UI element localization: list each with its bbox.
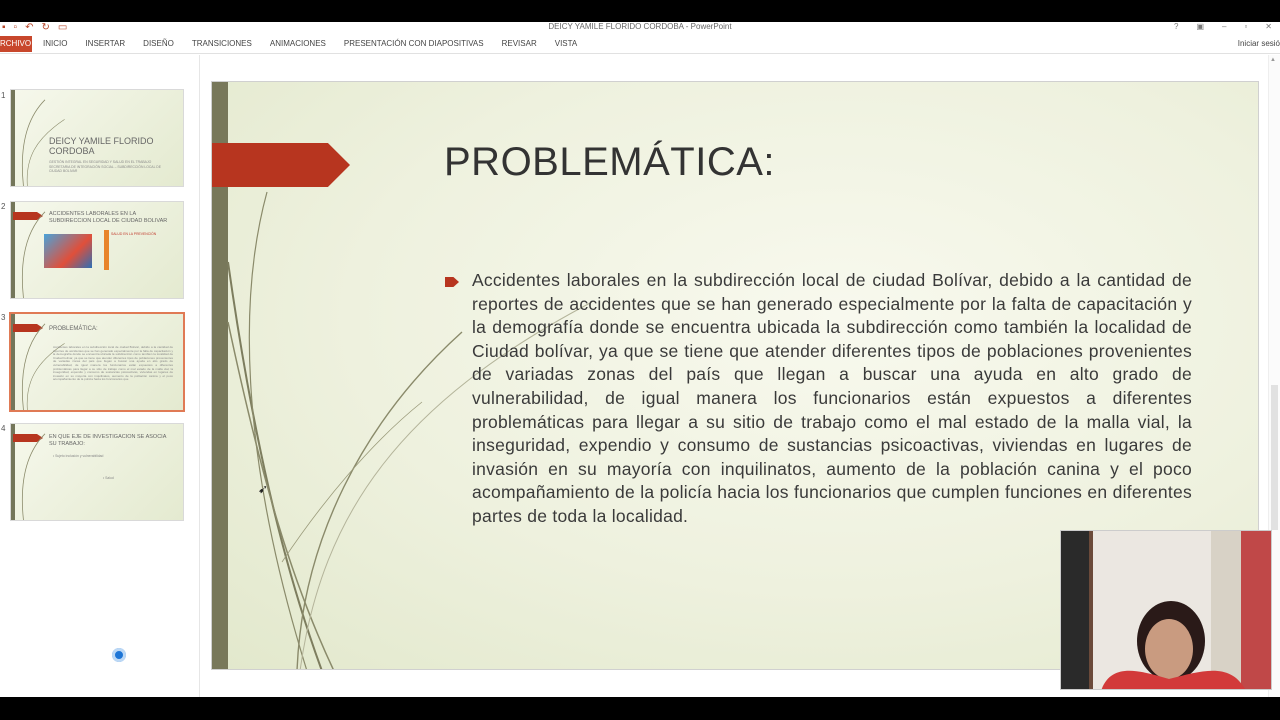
thumbnail-number: 4 [1, 424, 6, 433]
thumbnail-number: 3 [1, 313, 6, 322]
title-arrow-shape [212, 143, 350, 187]
tab-presentacion[interactable]: PRESENTACIÓN CON DIAPOSITIVAS [343, 39, 484, 48]
slide-title[interactable]: PROBLEMÁTICA: [444, 140, 776, 184]
thumbnail-body: Accidentes laborales en la subdirección local de ciudad Bolívar, debido a la cantidad de reportes de accidentes que se han generado especialmente por la falta de capacitación y la demografía donde se encuentra ubicada la subdirección como también la localidad de Ciudad bolívar, ya que se tiene que atender diferentes tipos de poblaciones provenientes de variadas zonas del país que llegan a buscar una ayuda en alto grado de vulnerabilidad, de igual manera los funcionarios están expuestos a diferentes problemáticas para llegar a su sitio de trabajo como el mal estado de la malla vial, la inseguridad, expendio y consumo de sustancias psicoactivas, viviendas en lugares de invasión en su mayoría con inquilinatos, aumento de la población canina y el poco acompañamiento de la policía hacia los funcionarios que [53, 345, 173, 382]
thumbnail-number: 1 [1, 91, 6, 100]
scroll-up-icon[interactable]: ▲ [1270, 57, 1276, 63]
window-title: DEICY YAMILE FLORIDO CORDOBA - PowerPoint [548, 22, 732, 31]
maximize-icon[interactable]: ▫ [1244, 22, 1248, 31]
tab-transiciones[interactable]: TRANSICIONES [191, 39, 252, 48]
webcam-person-image [1061, 531, 1272, 690]
scroll-thumb[interactable] [1271, 385, 1278, 530]
thumbnail-subtitle: SALUD EN LA PREVENCIÓN [111, 232, 157, 236]
tab-revisar[interactable]: REVISAR [501, 39, 537, 48]
ribbon-tabs [0, 34, 1280, 54]
thumbnail-accent-bar [104, 230, 109, 270]
slide-body-text[interactable]: Accidentes laborales en la subdirección local de ciudad Bolívar, debido a la cantidad de reportes de accidentes que se han generado especialmente por la falta de capacitación y la demografía donde se encuentra ubicada la subdirección como también la localidad de Ciudad bolívar, ya que se tiene que atender diferentes tipos de poblaciones provenientes de variadas zonas del país que llegan a buscar una ayuda en alto grado de vulnerabilidad, de igual manera los funcionarios están expuestos a diferentes problemáticas para llegar a su sitio de trabajo como el mal estado de la malla vial, la inseguridad, expendio y consumo de sustancias psicoactivas, viviendas en lugares de invasión en su mayoría con inquilinatos, aumento de la población canina y el poco acompañamiento de la policía hacia los funcionarios que cumplen funciones en diferentes partes de toda la localidad. [472, 270, 1192, 526]
title-bar [0, 22, 1280, 34]
ribbon-tab-list [43, 36, 595, 52]
slide-thumbnail-3[interactable] [9, 312, 185, 412]
close-icon[interactable]: ✕ [1265, 22, 1272, 31]
ribbon-display-icon[interactable]: ▣ [1196, 22, 1204, 31]
slide-thumbnail-1[interactable] [10, 89, 184, 187]
thumbnail-number: 2 [1, 202, 6, 211]
slide-thumbnail-4[interactable] [10, 423, 184, 521]
thumbnail-title: EN QUE EJE DE INVESTIGACION SE ASOCIA SU TRABAJO: [49, 434, 167, 447]
minimize-icon[interactable]: – [1222, 22, 1227, 31]
tab-vista[interactable]: VISTA [554, 39, 578, 48]
watermark-brand-left: SCREENCAST [11, 647, 106, 663]
thumbnail-bullet-1: • Sujeto inclusión y vulnerabilidad [53, 454, 104, 458]
thumbnail-title: ACCIDENTES LABORALES EN LA SUBDIRECCION LOCAL DE CIUDAD BOLIVAR [49, 211, 168, 224]
tab-archivo[interactable]: RCHIVO [0, 36, 32, 52]
tab-inicio[interactable]: INICIO [43, 39, 68, 48]
watermark-brand [11, 645, 174, 665]
mouse-pointer-icon: ➹ [258, 482, 269, 496]
thumbnail-photo [44, 234, 92, 268]
powerpoint-window [0, 22, 1280, 697]
signin-link[interactable]: Iniciar sesió [1237, 39, 1280, 48]
powerpoint-icon: ▪ [2, 22, 6, 33]
webcam-overlay [1060, 530, 1272, 690]
watermark-brand-right: MATIC [131, 647, 175, 663]
watermark-caption: RECORDED WITH [11, 636, 78, 643]
screencast-watermark [11, 636, 174, 665]
undo-icon[interactable]: ↶ [25, 22, 34, 33]
thumbnail-title: PROBLEMÁTICA: [49, 326, 98, 332]
screen-top-bar [0, 0, 1280, 22]
help-icon[interactable]: ? [1173, 22, 1179, 31]
slide-thumbnail-pane [0, 55, 200, 697]
save-icon[interactable]: ▫ [13, 22, 18, 33]
thumbnail-subtitle-2: SECRETARIA DE INTEGRACIÓN SOCIAL – SUBDIRECCIÓN LOCAL DE CIUDAD BOLIVAR [49, 165, 161, 173]
slide-thumbnail-2[interactable] [10, 201, 184, 299]
tab-animaciones[interactable]: ANIMACIONES [269, 39, 326, 48]
screencast-logo-icon [109, 645, 129, 665]
tab-diseno[interactable]: DISEÑO [143, 39, 174, 48]
screen-bottom-bar [0, 697, 1280, 720]
window-controls [1174, 22, 1272, 32]
thumbnail-subtitle: GESTIÓN INTEGRAL EN SEGURIDAD Y SALUD EN EL TRABAJO [49, 160, 152, 164]
redo-icon[interactable]: ↻ [41, 22, 50, 33]
slideshow-icon[interactable]: ▭ [57, 22, 68, 33]
thumbnail-bullet-2: • Salud [103, 476, 114, 480]
thumbnail-title: DEICY YAMILE FLORIDO CORDOBA [49, 136, 154, 156]
tab-insertar[interactable]: INSERTAR [85, 39, 126, 48]
